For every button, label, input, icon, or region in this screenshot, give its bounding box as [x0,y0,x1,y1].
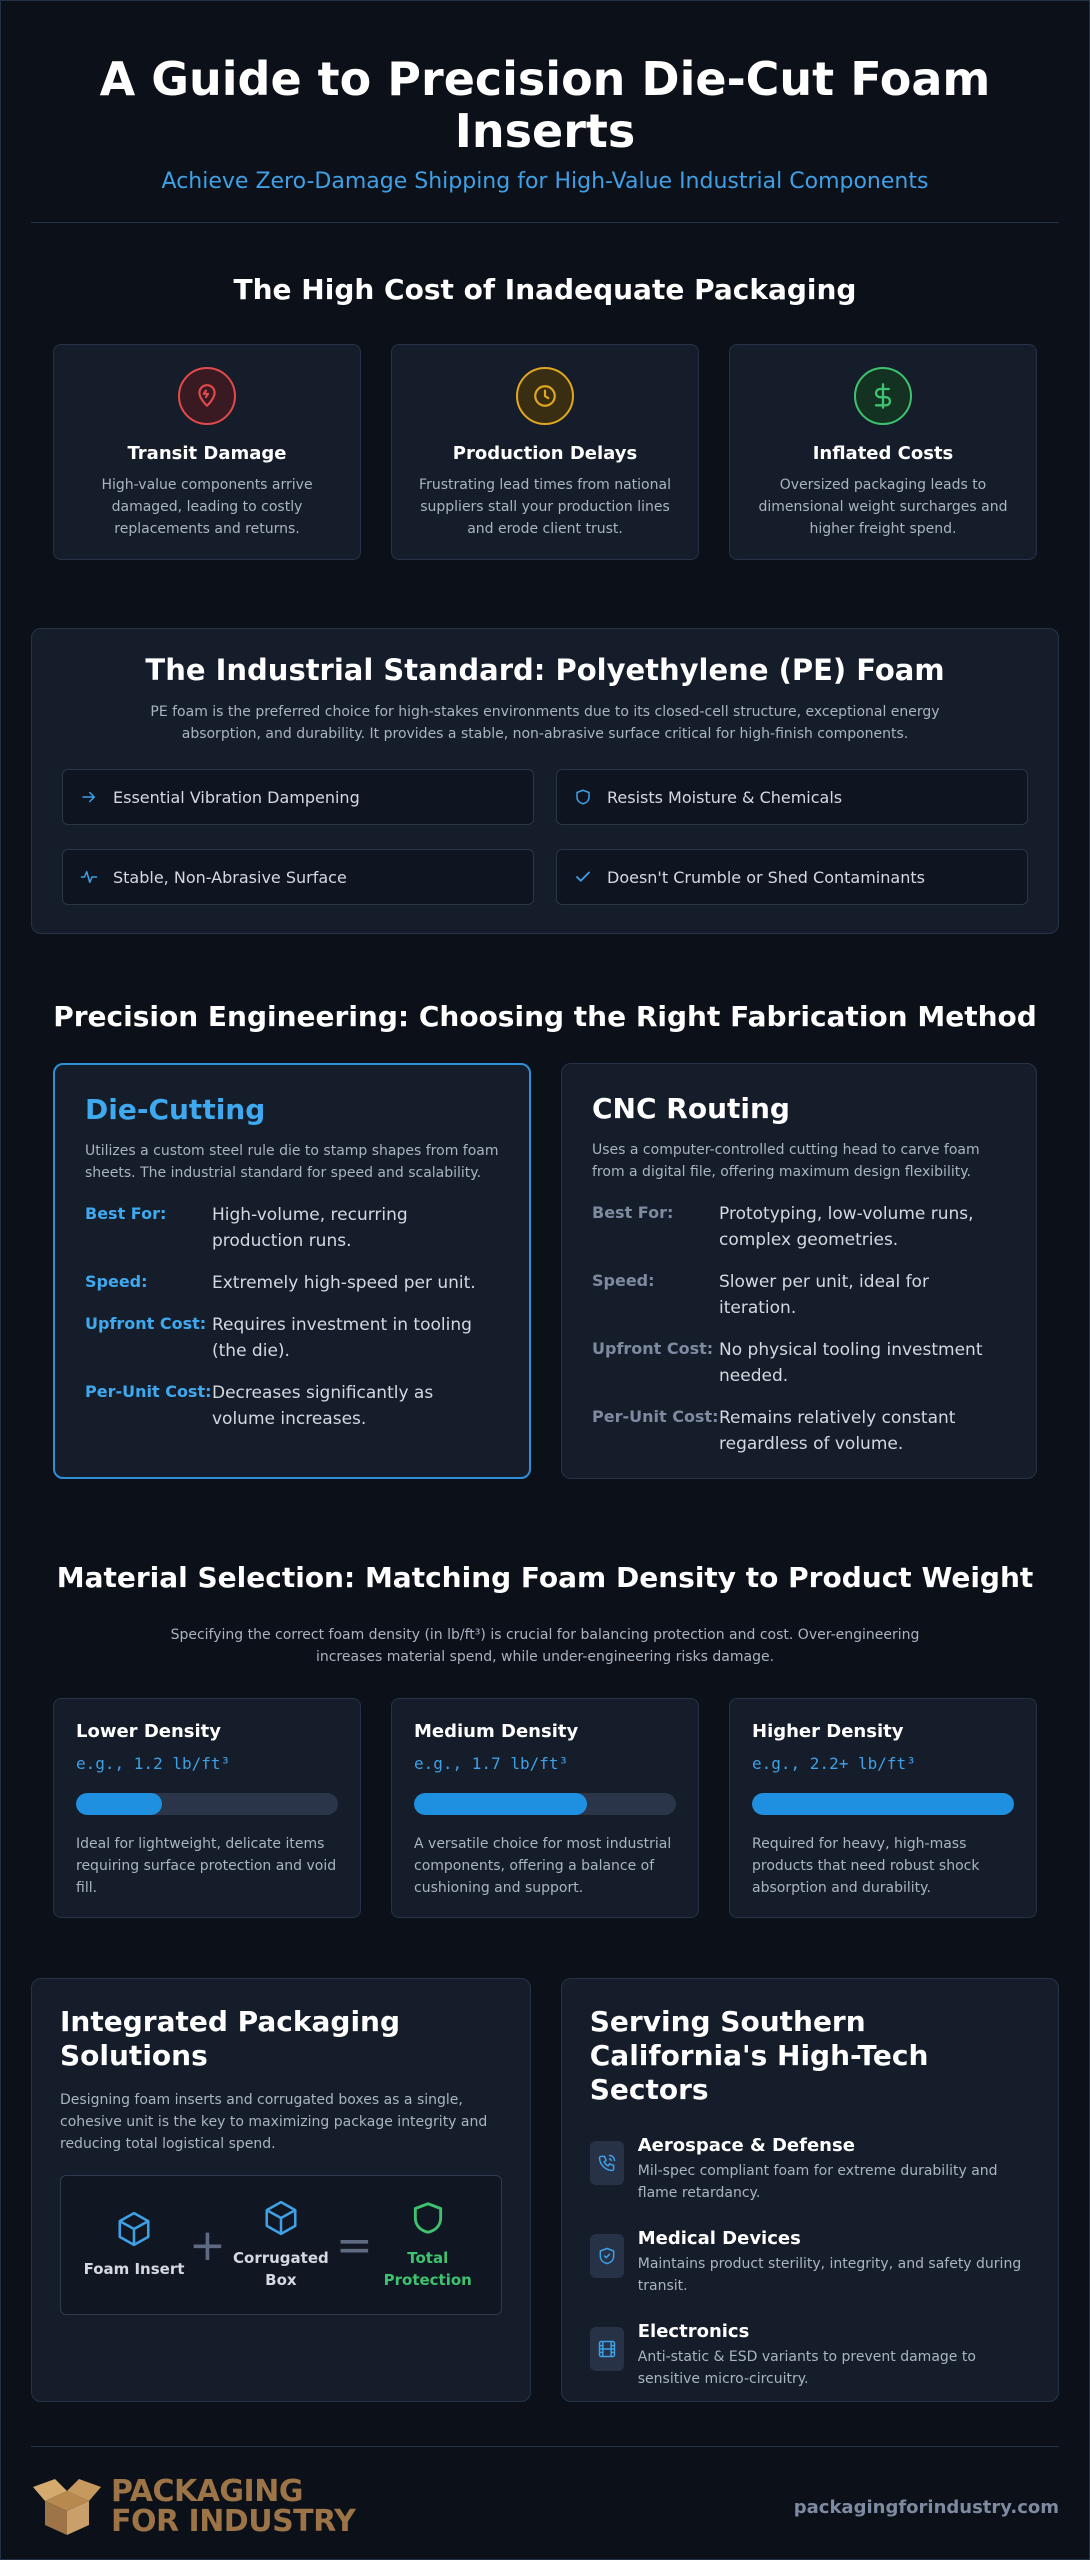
plus-icon: + [189,2219,226,2271]
fab-row-value: Slower per unit, ideal for iteration. [719,1272,929,1318]
density-bar [414,1793,676,1815]
cost-card-desc: Oversized packaging leads to dimensional weight surcharges and higher freight spend. [758,477,1008,537]
cost-section [31,273,1059,560]
sector-desc: Maintains product sterility, integrity, and safety during transit. [637,2256,1022,2294]
footer [31,2473,1059,2541]
pe-feature-label: Resists Moisture & Chemicals [607,787,843,807]
sector-desc: Mil-spec compliant foam for extreme durability and flame retardancy. [637,2163,998,2201]
cube-icon [226,2199,336,2237]
pe-feature-label: Essential Vibration Dampening [113,787,360,807]
sector-name: Medical Devices [637,2228,801,2249]
fab-row-value: Decreases significantly as volume increases. [212,1383,434,1429]
fab-row-speed [85,1270,501,1296]
density-card-text: Ideal for lightweight, delicate items requiring surface protection and void fill. [76,1836,337,1896]
density-card-text: Required for heavy, high-mass products that need robust shock absorption and durability. [752,1836,980,1896]
sector-desc: Anti-static & ESD variants to prevent damage to sensitive micro-circuitry. [637,2349,976,2387]
footer-website-link[interactable]: packagingforindustry.com [793,2496,1059,2518]
fab-row-value: High-volume, recurring production runs. [212,1205,408,1251]
pulse-icon [79,867,99,887]
sector-name: Electronics [637,2321,750,2342]
fab-row-label: Best For: [592,1203,674,1222]
bottom-section [31,1978,1059,2402]
cost-card-title: Transit Damage [127,443,287,464]
clock-icon [516,367,574,425]
logo-wordmark [111,2474,356,2539]
corrugated-box-label: Corrugated Box [233,2249,329,2289]
cost-card-inflated-costs [729,344,1037,560]
integrated-solutions-card [31,1978,531,2402]
check-icon [573,867,593,887]
page-subtitle: Achieve Zero-Damage Shipping for High-Value Industrial Components [161,169,929,194]
cost-card-transit-damage [53,344,361,560]
shield-check-icon [590,2234,624,2278]
fabrication-section [31,1000,1059,1479]
fab-row-label: Best For: [85,1204,167,1223]
corrugated-box-item [226,2199,336,2291]
fab-card-desc: Utilizes a custom steel rule die to stamp shapes from foam sheets. The industrial standard for speed and scalability. [85,1143,499,1181]
fab-card-title: Die-Cutting [85,1093,266,1126]
sectors-card [561,1978,1059,2402]
logo-line-1: PACKAGING [111,2474,303,2509]
density-card-lower [53,1698,361,1918]
pe-section-title: The Industrial Standard: Polyethylene (PE) Foam [145,653,945,687]
cost-card-title: Inflated Costs [812,443,954,464]
phone-icon [590,2141,624,2185]
fab-row-upfront-cost [592,1337,1008,1389]
cost-section-title: The High Cost of Inadequate Packaging [233,273,857,306]
fab-row-value: Requires investment in tooling (the die). [212,1315,472,1361]
sector-electronics [590,2321,1030,2390]
cost-card-production-delays [391,344,699,560]
fab-row-value: No physical tooling investment needed. [719,1340,983,1386]
pe-feature-label: Doesn't Crumble or Shed Contaminants [607,867,925,887]
fab-row-upfront-cost [85,1312,501,1364]
foam-insert-label: Foam Insert [83,2260,185,2278]
fab-row-speed [592,1269,1008,1321]
fab-card-title: CNC Routing [592,1092,790,1125]
density-card-example: e.g., 2.2+ lb/ft³ [752,1754,916,1773]
cube-icon [79,2210,189,2248]
fab-row-per-unit-cost [85,1380,501,1432]
fab-row-per-unit-cost [592,1405,1008,1457]
density-bar [752,1793,1014,1815]
density-bar-fill [414,1793,587,1815]
density-card-title: Medium Density [414,1721,579,1742]
foam-insert-item [79,2210,189,2280]
fab-card-desc: Uses a computer-controlled cutting head to carve foam from a digital file, offering maximum design flexibility. [592,1142,980,1180]
fab-row-value: Extremely high-speed per unit. [212,1273,476,1293]
integrated-equation [60,2175,502,2315]
fabrication-section-title: Precision Engineering: Choosing the Right Fabrication Method [53,1000,1037,1033]
total-protection-label: Total Protection [383,2249,472,2289]
density-section-title: Material Selection: Matching Foam Density to Product Weight [56,1561,1034,1594]
brand-logo[interactable] [31,2473,355,2541]
cost-card-desc: High-value components arrive damaged, leading to costly replacements and returns. [101,477,313,537]
sector-medical [590,2228,1030,2297]
fab-row-best-for [592,1201,1008,1253]
density-card-example: e.g., 1.7 lb/ft³ [414,1754,569,1773]
fab-card-cnc-routing [561,1063,1037,1479]
damage-icon [178,367,236,425]
footer-divider [31,2446,1059,2447]
density-bar [76,1793,338,1815]
page-title: A Guide to Precision Die-Cut Foam Inserts [99,52,991,158]
pe-foam-section [31,628,1059,934]
equals-icon: = [335,2219,373,2271]
shield-icon [373,2199,483,2237]
pe-feature-no-crumble [556,849,1028,905]
density-card-medium [391,1698,699,1918]
sector-name: Aerospace & Defense [637,2135,855,2156]
density-card-title: Higher Density [752,1721,904,1742]
fab-row-label: Upfront Cost: [85,1314,207,1333]
fab-row-value: Prototyping, low-volume runs, complex geometries. [719,1204,974,1250]
density-section [31,1561,1059,1918]
integrated-title: Integrated Packaging Solutions [60,2005,401,2072]
density-card-text: A versatile choice for most industrial components, offering a balance of cushioning and support. [414,1836,672,1896]
sectors-title: Serving Southern California's High-Tech Sectors [589,2005,929,2106]
shield-icon [573,787,593,807]
logo-line-2: FOR INDUSTRY [111,2504,356,2539]
box-logo-icon [31,2473,103,2541]
total-protection-item [373,2199,483,2291]
fab-row-label: Speed: [85,1272,148,1291]
density-card-higher [729,1698,1037,1918]
film-icon [590,2327,624,2371]
fab-row-label: Upfront Cost: [592,1339,714,1358]
fab-row-best-for [85,1202,501,1254]
density-section-desc: Specifying the correct foam density (in lb/ft³) is crucial for balancing protection and cost. Over-engineering increases material spend, while under-engineering risks damage. [170,1627,920,1665]
dollar-icon [854,367,912,425]
pe-feature-label: Stable, Non-Abrasive Surface [113,867,347,887]
fab-row-label: Speed: [592,1271,655,1290]
pe-feature-surface [62,849,534,905]
pe-feature-vibration [62,769,534,825]
sector-aerospace [590,2135,1030,2204]
density-card-title: Lower Density [76,1721,222,1742]
fab-card-die-cutting [53,1063,531,1479]
density-bar-fill [76,1793,162,1815]
density-bar-fill [752,1793,1014,1815]
integrated-desc: Designing foam inserts and corrugated boxes as a single, cohesive unit is the key to maximizing package integrity and reducing total logistical spend. [60,2092,488,2152]
header-divider [31,222,1059,223]
fab-row-label: Per-Unit Cost: [592,1407,719,1426]
fab-row-value: Remains relatively constant regardless of volume. [719,1408,956,1454]
cost-card-title: Production Delays [452,443,638,464]
pe-feature-moisture [556,769,1028,825]
fab-row-label: Per-Unit Cost: [85,1382,212,1401]
arrow-right-icon [79,787,99,807]
cost-card-desc: Frustrating lead times from national suppliers stall your production lines and erode client trust. [419,477,671,537]
pe-section-desc: PE foam is the preferred choice for high-stakes environments due to its closed-cell structure, exceptional energy absorption, and durability. It provides a stable, non-abrasive surface critical for high-finish components. [150,704,940,742]
density-card-example: e.g., 1.2 lb/ft³ [76,1754,231,1773]
header [31,1,1059,194]
